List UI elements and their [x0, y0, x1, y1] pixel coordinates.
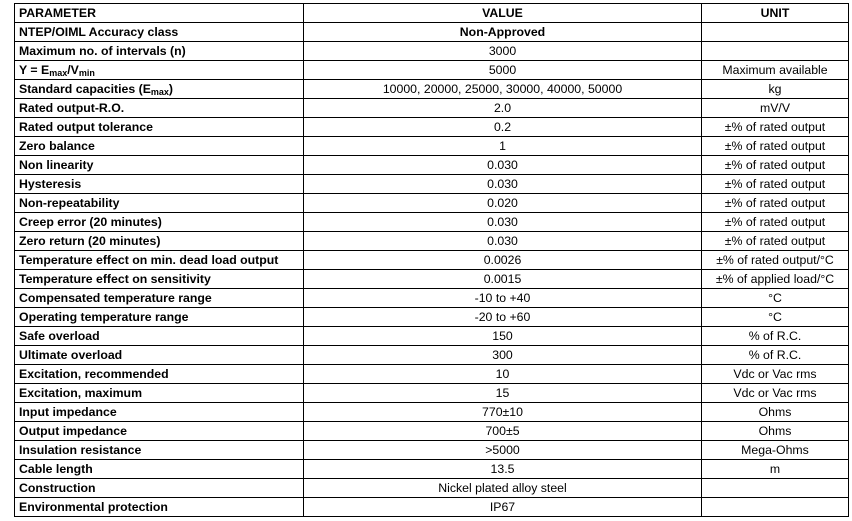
parameter-cell: Safe overload	[15, 327, 304, 346]
parameter-cell: Operating temperature range	[15, 308, 304, 327]
parameter-cell	[15, 61, 304, 80]
header-unit: UNIT	[702, 4, 849, 23]
value-cell: 300	[304, 346, 702, 365]
parameter-cell: Insulation resistance	[15, 441, 304, 460]
unit-cell	[702, 479, 849, 498]
parameter-cell: Excitation, recommended	[15, 365, 304, 384]
unit-cell: ±% of applied load/°C	[702, 270, 849, 289]
table-row	[15, 365, 849, 384]
table-row	[15, 232, 849, 251]
parameter-cell: Rated output tolerance	[15, 118, 304, 137]
table-row	[15, 479, 849, 498]
value-cell: 15	[304, 384, 702, 403]
table-row	[15, 498, 849, 517]
table-row	[15, 251, 849, 270]
parameter-cell: Zero return (20 minutes)	[15, 232, 304, 251]
table-row	[15, 460, 849, 479]
value-cell: 10000, 20000, 25000, 30000, 40000, 50000	[304, 80, 702, 99]
parameter-text: )	[168, 81, 174, 96]
value-cell: >5000	[304, 441, 702, 460]
table-body	[15, 23, 849, 517]
value-cell: -10 to +40	[304, 289, 702, 308]
value-cell: 1	[304, 137, 702, 156]
unit-cell: ±% of rated output	[702, 118, 849, 137]
unit-cell: ±% of rated output	[702, 175, 849, 194]
unit-cell: ±% of rated output/°C	[702, 251, 849, 270]
header-parameter: PARAMETER	[15, 4, 304, 23]
header-value: VALUE	[304, 4, 702, 23]
parameter-text: Y = E	[19, 62, 50, 77]
specifications-table	[14, 3, 849, 517]
parameter-subscript: max	[150, 86, 169, 97]
table-row	[15, 61, 849, 80]
parameter-cell: Non linearity	[15, 156, 304, 175]
unit-cell: mV/V	[702, 99, 849, 118]
unit-cell: ±% of rated output	[702, 137, 849, 156]
unit-cell	[702, 498, 849, 517]
table-row	[15, 42, 849, 61]
value-cell: 0.0026	[304, 251, 702, 270]
parameter-cell: Zero balance	[15, 137, 304, 156]
parameter-cell: NTEP/OIML Accuracy class	[15, 23, 304, 42]
table-row	[15, 156, 849, 175]
table-row	[15, 327, 849, 346]
value-cell: 10	[304, 365, 702, 384]
parameter-cell: Hysteresis	[15, 175, 304, 194]
parameter-text: Standard capacities (E	[19, 81, 151, 96]
value-cell: Nickel plated alloy steel	[304, 479, 702, 498]
unit-cell: Vdc or Vac rms	[702, 365, 849, 384]
value-cell: 3000	[304, 42, 702, 61]
parameter-subscript: max	[49, 67, 68, 78]
value-cell: 0.020	[304, 194, 702, 213]
table-row	[15, 80, 849, 99]
parameter-cell: Maximum no. of intervals (n)	[15, 42, 304, 61]
unit-cell: Vdc or Vac rms	[702, 384, 849, 403]
parameter-text: /V	[67, 62, 79, 77]
value-cell: 0.030	[304, 213, 702, 232]
parameter-cell: Temperature effect on min. dead load output	[15, 251, 304, 270]
value-cell: 0.0015	[304, 270, 702, 289]
parameter-cell: Environmental protection	[15, 498, 304, 517]
value-cell: -20 to +60	[304, 308, 702, 327]
table-row	[15, 289, 849, 308]
parameter-cell: Construction	[15, 479, 304, 498]
value-cell: 770±10	[304, 403, 702, 422]
parameter-cell: Input impedance	[15, 403, 304, 422]
unit-cell: °C	[702, 289, 849, 308]
value-cell: 0.2	[304, 118, 702, 137]
value-cell: 700±5	[304, 422, 702, 441]
table-row	[15, 194, 849, 213]
value-cell: 2.0	[304, 99, 702, 118]
value-cell: 150	[304, 327, 702, 346]
parameter-cell: Rated output-R.O.	[15, 99, 304, 118]
table-row	[15, 403, 849, 422]
unit-cell: ±% of rated output	[702, 156, 849, 175]
unit-cell: m	[702, 460, 849, 479]
parameter-cell: Ultimate overload	[15, 346, 304, 365]
table-row	[15, 308, 849, 327]
unit-cell: ±% of rated output	[702, 232, 849, 251]
unit-cell: °C	[702, 308, 849, 327]
value-cell: 0.030	[304, 232, 702, 251]
parameter-cell: Compensated temperature range	[15, 289, 304, 308]
parameter-cell: Non-repeatability	[15, 194, 304, 213]
value-cell: Non-Approved	[304, 23, 702, 42]
parameter-cell: Output impedance	[15, 422, 304, 441]
unit-cell: Maximum available	[702, 61, 849, 80]
unit-cell: % of R.C.	[702, 327, 849, 346]
unit-cell: kg	[702, 80, 849, 99]
table-row	[15, 384, 849, 403]
parameter-cell: Temperature effect on sensitivity	[15, 270, 304, 289]
table-row	[15, 175, 849, 194]
value-cell: 13.5	[304, 460, 702, 479]
unit-cell: ±% of rated output	[702, 213, 849, 232]
parameter-cell: Cable length	[15, 460, 304, 479]
header-row	[15, 4, 849, 23]
table-row	[15, 213, 849, 232]
table-row	[15, 118, 849, 137]
parameter-cell: Creep error (20 minutes)	[15, 213, 304, 232]
parameter-cell	[15, 80, 304, 99]
unit-cell	[702, 42, 849, 61]
table-row	[15, 270, 849, 289]
unit-cell	[702, 23, 849, 42]
value-cell: 5000	[304, 61, 702, 80]
table-row	[15, 99, 849, 118]
table-row	[15, 346, 849, 365]
table-row	[15, 441, 849, 460]
value-cell: 0.030	[304, 156, 702, 175]
unit-cell: Mega-Ohms	[702, 441, 849, 460]
unit-cell: Ohms	[702, 422, 849, 441]
parameter-subscript: min	[78, 67, 95, 78]
unit-cell: % of R.C.	[702, 346, 849, 365]
unit-cell: ±% of rated output	[702, 194, 849, 213]
table-row	[15, 137, 849, 156]
table-row	[15, 23, 849, 42]
value-cell: 0.030	[304, 175, 702, 194]
table-row	[15, 422, 849, 441]
parameter-cell: Excitation, maximum	[15, 384, 304, 403]
value-cell: IP67	[304, 498, 702, 517]
unit-cell: Ohms	[702, 403, 849, 422]
